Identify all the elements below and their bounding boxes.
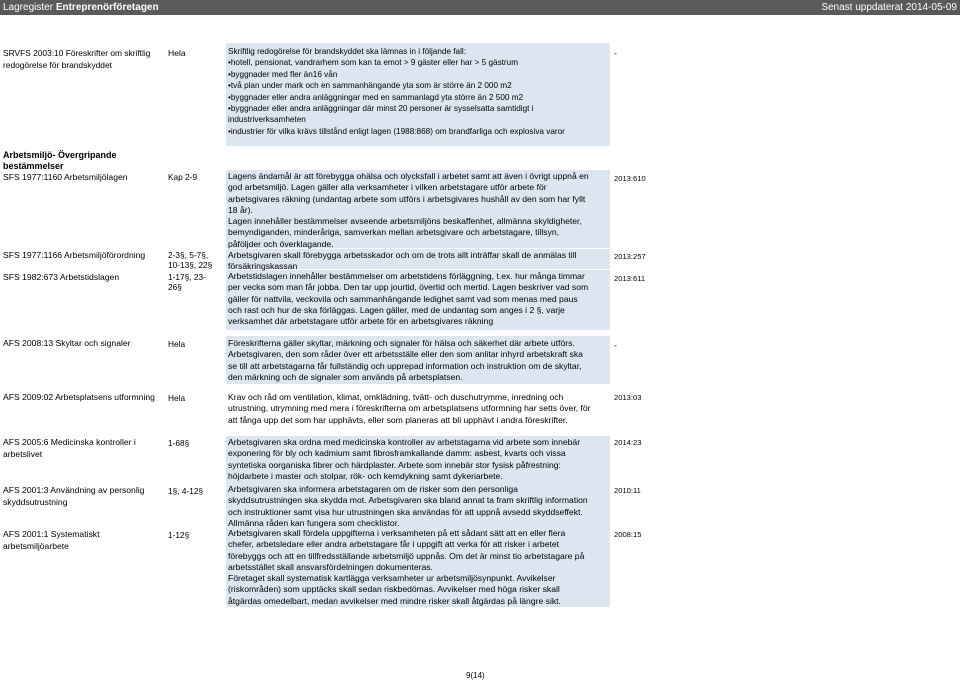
scope-line: 1-12§ xyxy=(168,530,190,540)
desc-line: syntetiska oorganiska fibrer och härdplaster. Arbete som innebär stor fysisk påfrestning: xyxy=(228,459,561,470)
scope-line: 2-3§, 5-7§, xyxy=(168,250,209,260)
doc-line: SFS 1977:1166 Arbetsmiljöförordning xyxy=(3,250,146,260)
desc-line: Lagen innehåller bestämmelser avseende arbetsmiljöns beskaffenhet, allmänna skyldigheter, xyxy=(228,216,582,227)
doc-line: arbetslivet xyxy=(3,448,43,459)
row-scope xyxy=(168,339,185,349)
row-update: - xyxy=(614,340,617,350)
scope-line: 1-68§ xyxy=(168,438,190,448)
doc-line: AFS 2009:02 Arbetsplatsens utformning xyxy=(3,392,155,402)
intro-line: Skriftlig redogörelse för brandskyddet ska lämnas in i följande fall: xyxy=(228,47,467,56)
row-update: 2013:610 xyxy=(614,174,646,183)
header-bar xyxy=(0,0,960,15)
desc-line: god arbetsmiljö. Lagen gäller alla verksamheter i vilken arbetstagare utför arbete för xyxy=(228,182,547,193)
scope-line: Kap 2-9 xyxy=(168,172,198,182)
row-description xyxy=(228,171,589,250)
section-title-line1: Arbetsmiljö- Övergripande xyxy=(3,150,117,160)
desc-line: chefer, arbetsledare eller andra arbetstagare får i uppgift att verka för att risker i arbetet xyxy=(228,539,560,550)
doc-line: redogörelse för brandskyddet xyxy=(3,59,112,70)
row-document xyxy=(3,529,99,552)
desc-line: Krav och råd om ventilation, klimat, omklädning, tvätt- och duschutrymme, inredning och xyxy=(228,392,564,402)
top-row-scope: Hela xyxy=(168,48,186,58)
desc-line: Arbetsgivaren ska ordna med medicinska kontroller av arbetstagarna vid arbete som innebär xyxy=(228,437,581,447)
scope-line: Hela xyxy=(168,393,186,403)
row-scope xyxy=(168,250,212,271)
row-description xyxy=(228,271,588,327)
doc-line: AFS 2008:13 Skyltar och signaler xyxy=(3,338,131,348)
desc-line: verksamhet där arbetstagare utför arbete för en arbetsgivares räkning xyxy=(228,316,494,327)
desc-line: arbetsgivares räkning (undantag arbete som utförs i arbetsgivares hushåll av den som har fyllt xyxy=(228,193,586,204)
desc-line: utrustning, utrymning med mera i föreskrifterna om arbetsplatsens utformning har setts över, för xyxy=(228,403,591,414)
desc-line: per vecka som man får jobba. Den tar upp jourtid, övertid och mertid. Lagen beskriver vad som xyxy=(228,282,589,293)
scope-line: 26§ xyxy=(168,282,182,293)
row-update: 2013:257 xyxy=(614,252,646,261)
row-document xyxy=(3,272,119,284)
desc-line: Arbetsgivaren, den som råder över ett arbetsställe eller den som anlitar inhyrd arbetskraft ska xyxy=(228,349,583,360)
doc-line: AFS 2001:3 Användning av personlig xyxy=(3,485,145,495)
desc-line: höjdarbete i master och stolpar, rök- och kemdykning samt dykeriarbete. xyxy=(228,470,503,481)
row-scope xyxy=(168,172,197,182)
doc-line: skyddsutrustning xyxy=(3,496,68,507)
header-title: Entreprenörföretagen xyxy=(55,2,159,13)
row-description xyxy=(228,338,583,383)
bullet-item: •byggnader eller andra anläggningar där minst 20 personer är sysselsatta samtidigt i xyxy=(228,104,534,114)
desc-line: försäkringskassan xyxy=(228,261,298,272)
row-scope xyxy=(168,272,206,293)
desc-line: Arbetstidslagen innehåller bestämmelser om arbetstidens förläggning, t.ex. hur många timmar xyxy=(228,271,585,281)
doc-line: SFS 1982:673 Arbetstidslagen xyxy=(3,272,120,282)
scope-line: Hela xyxy=(168,339,186,349)
desc-line: 18 år). xyxy=(228,204,253,215)
row-scope xyxy=(168,393,185,403)
doc-line: AFS 2001:1 Systematiskt xyxy=(3,529,100,539)
desc-line: exponering för bly och kadmium samt fibrosframkallande damm: asbest, kvarts och vissa xyxy=(228,448,566,459)
page-number: 9(14) xyxy=(466,671,485,680)
bullet-item: •industrier för vilka krävs tillstånd enligt lagen (1988:868) om brandfarliga och explosiva varor xyxy=(228,126,565,136)
desc-line: Lagens ändamål är att förebygga ohälsa och olycksfall i arbetet samt att även i övrigt uppnå en xyxy=(228,171,589,181)
desc-line: se till att arbetstagarna får fullständig och upprepad information och instruktion om de skyltar, xyxy=(228,360,582,371)
row-document xyxy=(3,485,144,508)
desc-line: skyddsutrustningen ska skydda mot. Arbetsgivaren ska bland annat ta fram skriftlig information xyxy=(228,495,588,506)
desc-line: att fånga upp det som har upphävts, eller som planeras att bli upphävt i andra föreskrifter. xyxy=(228,414,568,425)
desc-line: och instruktioner samt visa hur utrustningen ska användas för att uppnå avsedd skyddseffekt. xyxy=(228,506,583,517)
scope-line: 1§, 4-12§ xyxy=(168,486,204,496)
row-update: 2010:11 xyxy=(614,486,641,495)
desc-line: Allmänna råden kan fungera som checklistor. xyxy=(228,517,400,528)
row-description xyxy=(228,528,584,607)
desc-line: arbetsstället skall ansvarsfördelningen dokumenteras. xyxy=(228,561,433,572)
desc-line: Föreskrifterna gäller skyltar, märkning och signaler för hälsa och säkerhet där arbete utförs. xyxy=(228,338,575,348)
top-row-description xyxy=(228,46,565,137)
row-document xyxy=(3,172,128,184)
doc-line: SRVFS 2003:10 Föreskrifter om skriftlig xyxy=(3,48,151,58)
row-document xyxy=(3,437,136,460)
desc-line: gäller för nattvila, veckovila och sammanhängande ledighet samt vad som menas med paus xyxy=(228,293,578,304)
header-updated: Senast uppdaterat 2014-05-09 xyxy=(821,2,957,13)
row-document xyxy=(3,250,145,262)
row-update: 2014:23 xyxy=(614,438,642,447)
row-document xyxy=(3,392,155,404)
row-update: 2013:03 xyxy=(614,393,642,402)
row-description xyxy=(228,250,577,273)
top-row-update: - xyxy=(614,48,617,58)
row-scope xyxy=(168,438,189,448)
bullet-item: •två plan under mark och en sammanhängande yta som är större än 2 000 m2 xyxy=(228,81,512,91)
desc-line: och rast och hur de ska förläggas. Lagen gäller, med de undantag som anges i 2 §, varje xyxy=(228,304,565,315)
row-scope xyxy=(168,530,189,540)
desc-line: förebyggs och att en tillfredsställande arbetsmiljö uppnås. Om det är minst tio arbetstagare på xyxy=(228,550,585,561)
doc-line: arbetsmiljöarbete xyxy=(3,540,69,551)
bullet-item: •byggnader med fler än16 vån xyxy=(228,69,338,79)
header-prefix: Lagregister xyxy=(3,2,54,13)
row-update: 2013:611 xyxy=(614,274,646,283)
doc-line: SFS 1977:1160 Arbetsmiljölagen xyxy=(3,172,128,182)
desc-line: Arbetsgivaren skall förebygga arbetsskador och om de trots allt inträffar skall de anmälas till xyxy=(228,250,577,260)
desc-line: påföljder och överklagande. xyxy=(228,238,334,249)
desc-line: den märkning och de signaler som används på arbetsplatsen. xyxy=(228,371,463,382)
desc-line: Arbetsgivaren skall fördela uppgifterna i verksamheten på ett sådant sätt att en eller flera xyxy=(228,528,566,538)
row-description xyxy=(228,484,588,529)
row-description xyxy=(228,392,591,426)
row-description xyxy=(228,437,580,482)
row-scope xyxy=(168,486,203,496)
desc-line: bemyndiganden, minderåriga, samverkan mellan arbetsgivare och arbetstagare, tillsyn, xyxy=(228,227,560,238)
section-title xyxy=(3,150,117,172)
desc-line: åtgärdas omedelbart, medan avvikelser med mindre risker skall åtgärdas på längre sikt. xyxy=(228,595,561,606)
desc-line: Företaget skall systematisk kartlägga verksamheter ur arbetsmiljösynpunkt. Avvikelser xyxy=(228,573,556,584)
doc-line: AFS 2005:6 Medicinska kontroller i xyxy=(3,437,136,447)
desc-line: (riskområden) som upptäcks skall sedan riskbedömas. Avvikelser med höga risker skall xyxy=(228,584,560,595)
desc-line: Arbetsgivaren ska informera arbetstagaren om de risker som den personliga xyxy=(228,484,518,494)
bullet-item: industriverksamheten xyxy=(228,115,306,125)
header-left xyxy=(3,0,159,15)
top-row-document xyxy=(3,48,150,71)
bullet-item: •hotell, pensionat, vandrarhem som kan ta emot > 9 gäster eller har > 5 gästrum xyxy=(228,58,519,68)
scope-line: 1-17§, 23- xyxy=(168,272,206,282)
row-document xyxy=(3,338,131,350)
bullet-item: •byggnader eller andra anläggningar med en sammanlagd yta större än 2 500 m2 xyxy=(228,92,524,102)
row-update: 2008:15 xyxy=(614,530,642,539)
section-title-line2: bestämmelser xyxy=(3,161,64,171)
scope-line: 10-13§, 22§ xyxy=(168,260,213,271)
